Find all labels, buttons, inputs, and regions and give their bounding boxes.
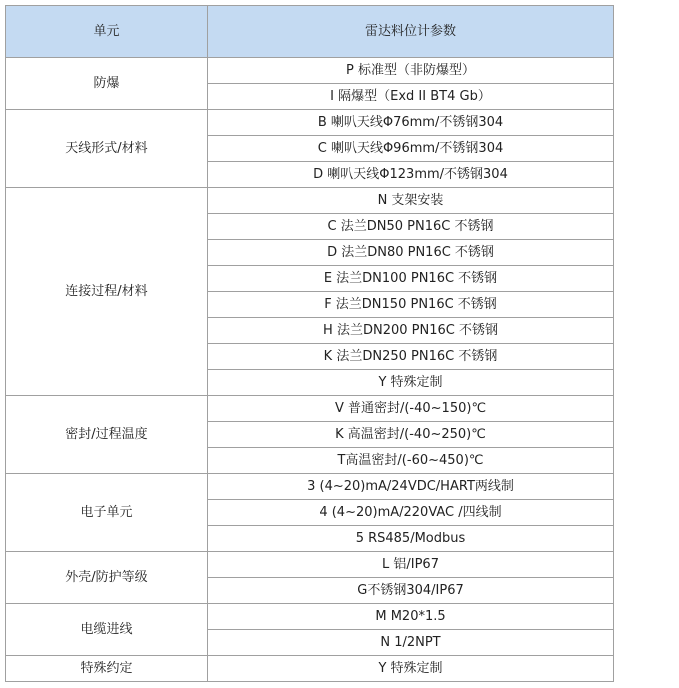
table-row <box>6 552 614 578</box>
option-cell: Y 特殊定制 <box>208 370 614 396</box>
option-cell: P 标准型（非防爆型） <box>208 58 614 84</box>
option-cell: M M20*1.5 <box>208 604 614 630</box>
option-cell: H 法兰DN200 PN16C 不锈钢 <box>208 318 614 344</box>
option-cell: D 法兰DN80 PN16C 不锈钢 <box>208 240 614 266</box>
option-cell: Y 特殊定制 <box>208 656 614 682</box>
option-cell: B 喇叭天线Φ76mm/不锈钢304 <box>208 110 614 136</box>
unit-label: 外壳/防护等级 <box>6 552 208 604</box>
option-cell: 4 (4~20)mA/220VAC /四线制 <box>208 500 614 526</box>
option-cell: 3 (4~20)mA/24VDC/HART两线制 <box>208 474 614 500</box>
option-cell: F 法兰DN150 PN16C 不锈钢 <box>208 292 614 318</box>
option-cell: 5 RS485/Modbus <box>208 526 614 552</box>
table-row <box>6 110 614 136</box>
table-row <box>6 396 614 422</box>
option-cell: L 铝/IP67 <box>208 552 614 578</box>
option-cell: N 支架安装 <box>208 188 614 214</box>
option-cell: D 喇叭天线Φ123mm/不锈钢304 <box>208 162 614 188</box>
option-cell: N 1/2NPT <box>208 630 614 656</box>
radar-level-gauge-spec-table <box>5 5 614 682</box>
table-row <box>6 656 614 682</box>
option-cell: T高温密封/(-60~450)℃ <box>208 448 614 474</box>
option-cell: G不锈钢304/IP67 <box>208 578 614 604</box>
header-unit: 单元 <box>6 6 208 58</box>
table-row <box>6 604 614 630</box>
spec-body <box>6 58 614 682</box>
unit-label: 电子单元 <box>6 474 208 552</box>
header-row <box>6 6 614 58</box>
unit-label: 连接过程/材料 <box>6 188 208 396</box>
option-cell: E 法兰DN100 PN16C 不锈钢 <box>208 266 614 292</box>
header-params: 雷达料位计参数 <box>208 6 614 58</box>
unit-label: 密封/过程温度 <box>6 396 208 474</box>
table-row <box>6 58 614 84</box>
unit-label: 特殊约定 <box>6 656 208 682</box>
option-cell: V 普通密封/(-40~150)℃ <box>208 396 614 422</box>
option-cell: C 喇叭天线Φ96mm/不锈钢304 <box>208 136 614 162</box>
unit-label: 防爆 <box>6 58 208 110</box>
unit-label: 天线形式/材料 <box>6 110 208 188</box>
option-cell: I 隔爆型（Exd II BT4 Gb） <box>208 84 614 110</box>
unit-label: 电缆进线 <box>6 604 208 656</box>
option-cell: K 高温密封/(-40~250)℃ <box>208 422 614 448</box>
table-row <box>6 188 614 214</box>
option-cell: C 法兰DN50 PN16C 不锈钢 <box>208 214 614 240</box>
option-cell: K 法兰DN250 PN16C 不锈钢 <box>208 344 614 370</box>
table-row <box>6 474 614 500</box>
